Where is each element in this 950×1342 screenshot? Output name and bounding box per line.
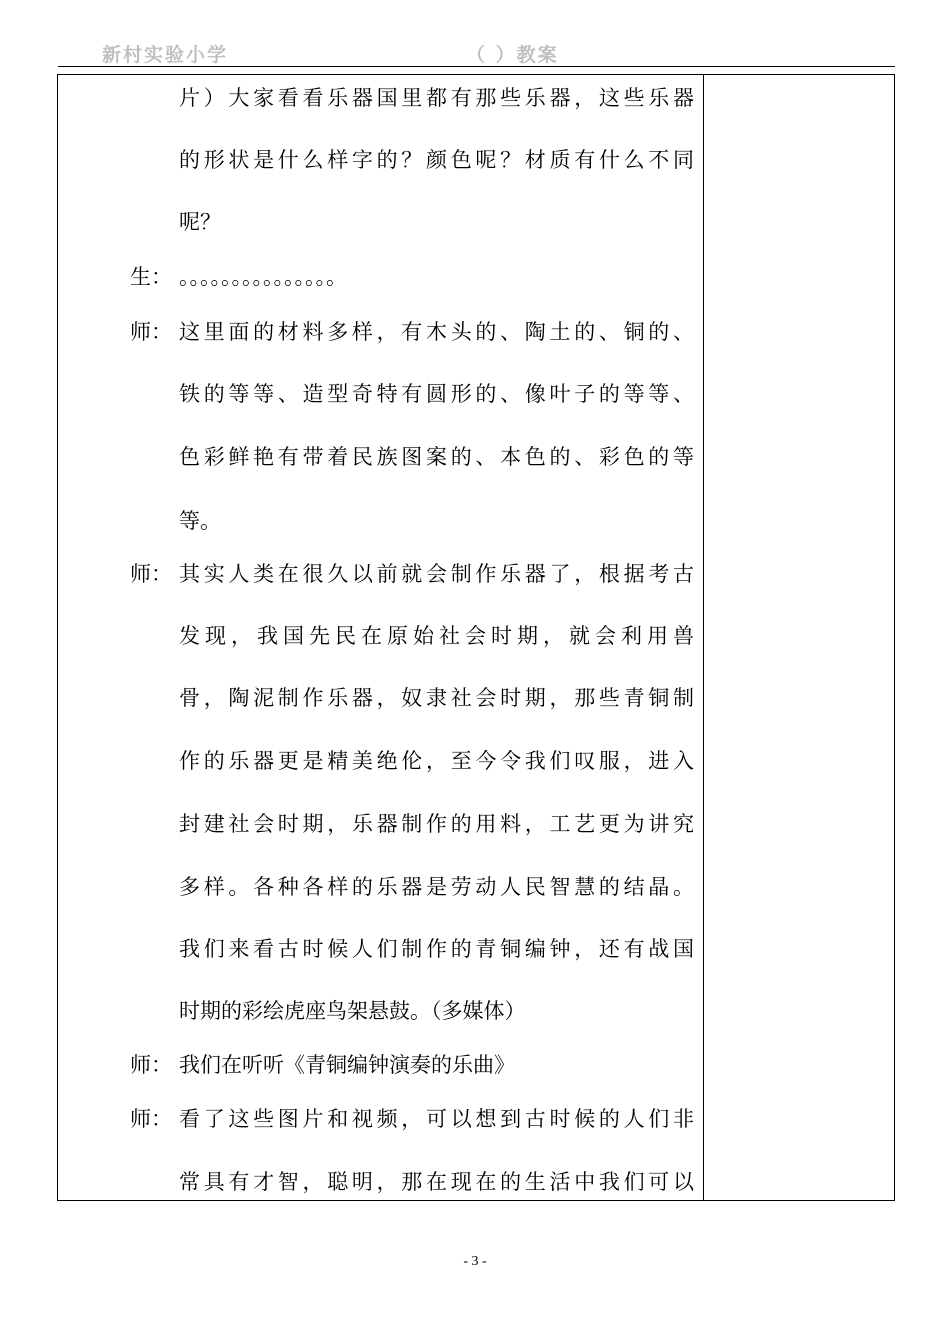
text-line: 看了这些图片和视频，可以想到古时候的人们非 [179, 1107, 694, 1131]
text-line: 其实人类在很久以前就会制作乐器了，根据考古 [179, 562, 694, 586]
lesson-content-cell [58, 75, 703, 1200]
speaker-label: 师： [130, 1053, 172, 1077]
text-line: 。。。。。。。。。。。。。。。 [179, 265, 347, 289]
text-line: 片）大家看看乐器国里都有那些乐器，这些乐器 [179, 86, 694, 110]
text-line: 我们在听听《青铜编钟演奏的乐曲》 [179, 1053, 515, 1077]
text-line: 铁的等等、造型奇特有圆形的、像叶子的等等、 [179, 382, 694, 406]
speaker-label: 生： [130, 265, 172, 289]
speaker-label: 师： [130, 562, 172, 586]
text-line: 呢？ [179, 210, 221, 234]
text-line: 我们来看古时候人们制作的青铜编钟，还有战国 [179, 937, 694, 961]
text-line: 的形状是什么样字的？颜色呢？材质有什么不同 [179, 148, 694, 172]
speaker-label: 师： [130, 320, 172, 344]
lesson-plan-table [57, 74, 895, 1201]
text-line: 色彩鲜艳有带着民族图案的、本色的、彩色的等 [179, 445, 694, 469]
text-line: 发现，我国先民在原始社会时期，就会利用兽 [179, 624, 694, 648]
text-line: 时期的彩绘虎座鸟架悬鼓。（多媒体） [179, 999, 526, 1023]
page-number: - 3 - [463, 1254, 487, 1269]
school-name: 新村实验小学 [102, 44, 229, 66]
page-header [58, 36, 895, 67]
text-line: 封建社会时期，乐器制作的用料，工艺更为讲究 [179, 812, 694, 836]
document-type: （ ）教案 [466, 44, 559, 66]
text-line: 等。 [179, 509, 221, 533]
text-line: 多样。各种各样的乐器是劳动人民智慧的结晶。 [179, 875, 694, 899]
speaker-label: 师： [130, 1107, 172, 1131]
column-divider [703, 75, 704, 1200]
text-line: 骨，陶泥制作乐器，奴隶社会时期，那些青铜制 [179, 686, 694, 710]
text-line: 作的乐器更是精美绝伦，至今令我们叹服，进入 [179, 749, 694, 773]
text-line: 常具有才智，聪明，那在现在的生活中我们可以 [179, 1170, 694, 1194]
text-line: 这里面的材料多样，有木头的、陶土的、铜的、 [179, 320, 694, 344]
